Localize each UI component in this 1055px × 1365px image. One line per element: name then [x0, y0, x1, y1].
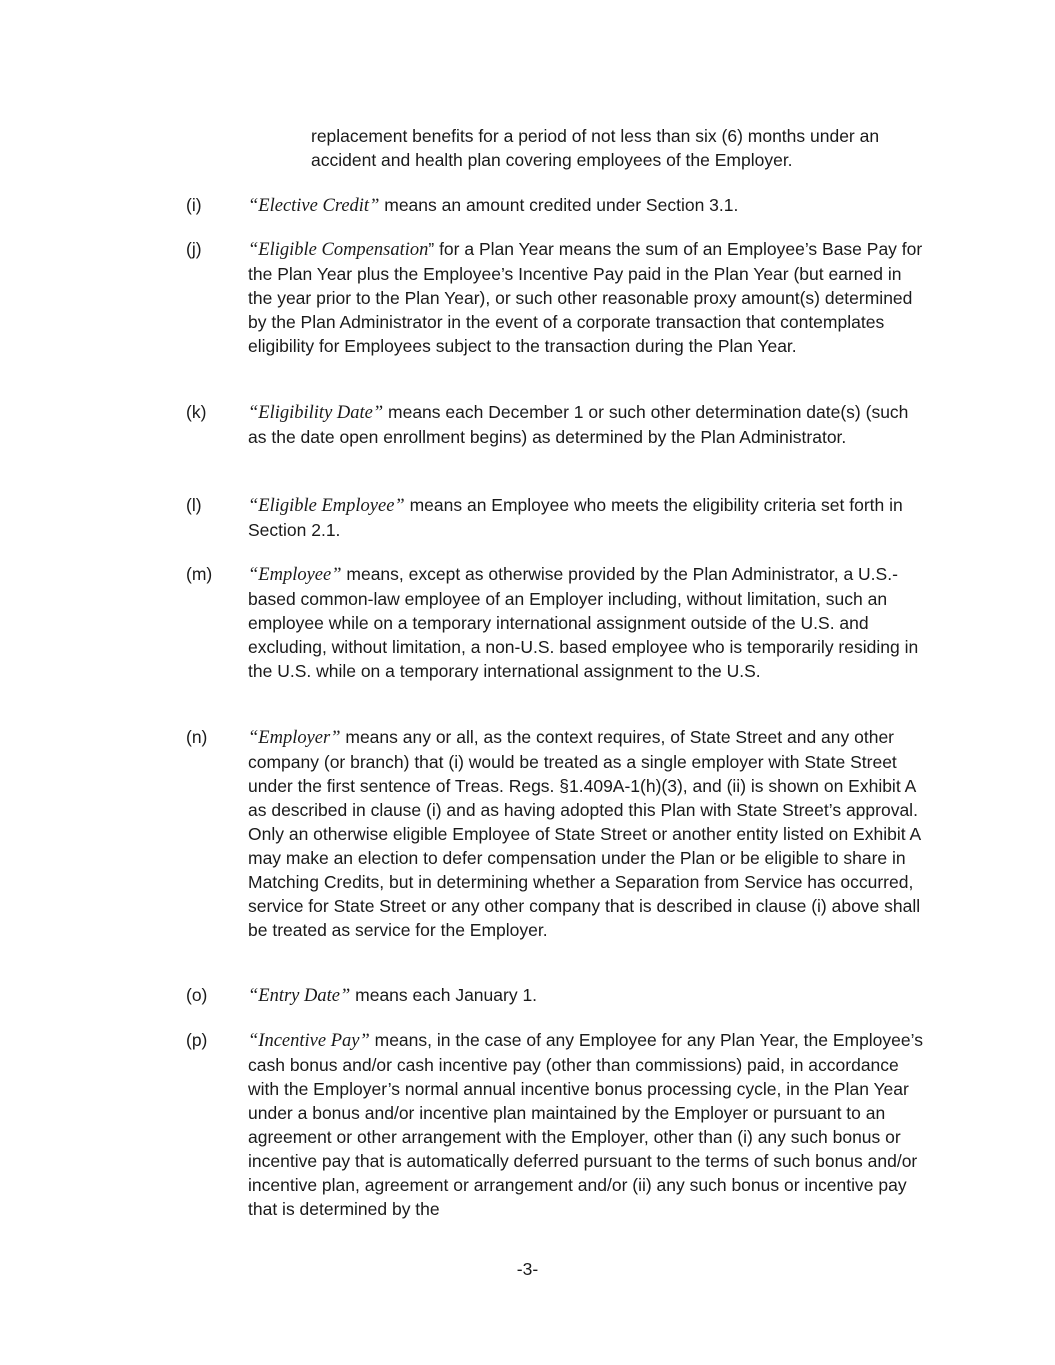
definition-label: (o) [186, 985, 208, 1005]
defined-term: “Eligible Employee” [248, 496, 405, 516]
definition-label: (m) [186, 564, 213, 584]
definition-label: (p) [186, 1030, 208, 1050]
defined-term: “Incentive Pay” [248, 1031, 370, 1051]
definition-label: (n) [186, 727, 208, 747]
definition-text: means, except as otherwise provided by the Plan Administrator, a U.S.-based common-law employee of an Employer including, without limitation, such an employee while on a temporary international assignment outside of the U.S. and excluding, without limitation, a non-U.S. based employee who is temporarily residing in the U.S. while on a temporary international assignment to the U.S. [248, 564, 919, 681]
definition-text: means each January 1. [350, 985, 538, 1005]
defined-term: “Employee” [248, 565, 342, 585]
defined-term: “Employer” [248, 728, 341, 748]
continuation-paragraph: replacement benefits for a period of not less than six (6) months under an accident and health plan covering employees of the Employer. [311, 126, 880, 170]
definition-label: (k) [186, 402, 207, 422]
definition-label: (l) [186, 495, 202, 515]
definition-text: means an amount credited under Section 3.1. [379, 195, 739, 215]
defined-term: “Eligible Compensation [248, 240, 429, 260]
defined-term: “Elective Credit” [248, 196, 380, 216]
definition-label: (i) [186, 195, 202, 215]
page-number: -3- [516, 1259, 539, 1279]
defined-term: “Eligibility Date” [248, 403, 384, 423]
definition-label: (j) [186, 239, 202, 259]
defined-term: “Entry Date” [248, 986, 351, 1006]
definition-text: means an Employee who meets the eligibility criteria set forth in Section 2.1. [248, 495, 903, 540]
definition-text: means any or all, as the context requires, of State Street and any other company (or branch) that (i) would be treated as a single employer with State Street under the first sentence of Treas. Regs. §1.409A-1(h)(3), and (ii) is shown on Exhibit A as described in clause (i) and as having adopted this Plan with State Street’s approval. Only an otherwise eligible Employee of State Street or another entity listed on Exhibit A may make an election to defer compensation under the Plan or be eligible to share in Matching Credits, but in determining whether a Separation from Service has occurred, service for State Street or any other company that is described in clause (i) above shall be treated as service for the Employer. [248, 727, 921, 940]
definition-text: ” for a Plan Year means the sum of an Employee’s Base Pay for the Plan Year plus the Employee’s Incentive Pay paid in the Plan Year (but earned in the year prior to the Plan Year), or such other reasonable proxy amount(s) determined by the Plan Administrator in the event of a corporate transaction that contemplates eligibility for Employees subject to the transaction during the Plan Year. [248, 239, 923, 356]
definition-text: means each December 1 or such other determination date(s) (such as the date open enrollment begins) as determined by the Plan Administrator. [248, 402, 909, 447]
definition-text: means, in the case of any Employee for any Plan Year, the Employee’s cash bonus and/or cash incentive pay (other than commissions) paid, in accordance with the Employer’s normal annual incentive bonus processing cycle, in the Plan Year under a bonus and/or incentive plan maintained by the Employer or pursuant to an agreement or other arrangement with the Employer, other than (i) any such bonus or incentive pay that is automatically deferred pursuant to the terms of such bonus and/or incentive plan, agreement or arrangement and/or (ii) any such bonus or incentive pay that is determined by the [248, 1030, 923, 1219]
